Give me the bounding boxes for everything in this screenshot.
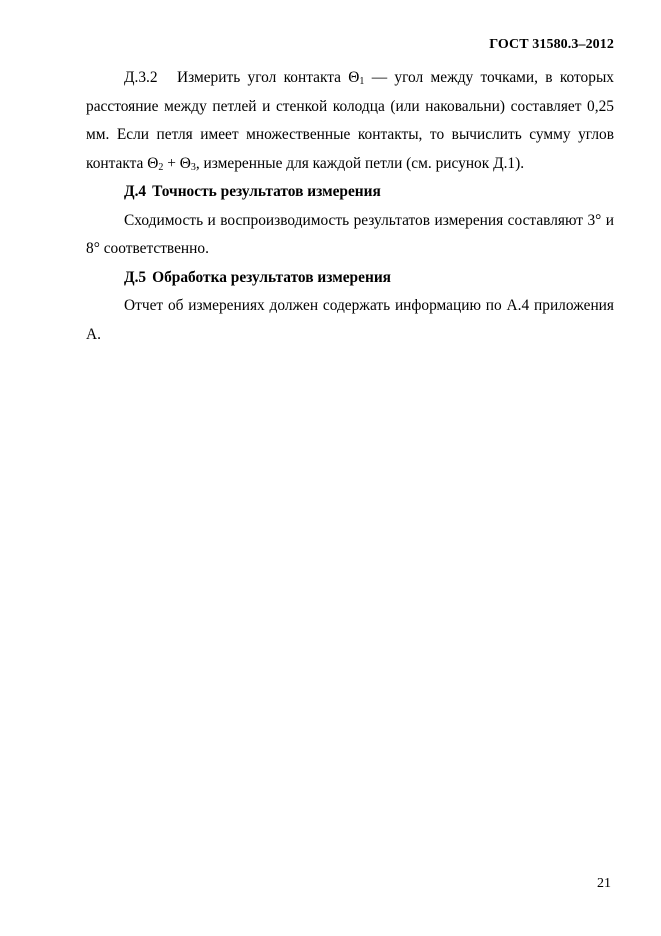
clause-text-part-2: — угол между точками, в которых расстояние между петлей и стенкой колодца (или наковальни) составляет 0,25 мм. Если петля имеет множественные контакты, то вычислить сумму углов контакта Θ: [86, 69, 614, 172]
section-number: Д.4: [124, 183, 147, 200]
section-title: Обработка результатов измерения: [152, 268, 392, 286]
section-number: Д.5: [124, 268, 147, 286]
clause-text-part-3: + Θ: [163, 154, 191, 172]
clause-text-part-4: , измеренные для каждой петли (см. рисунок Д.1).: [195, 154, 525, 172]
paragraph-d-3-2: [86, 64, 614, 178]
theta-subscript-1: 1: [359, 76, 365, 87]
section-heading-d-5: [86, 264, 614, 293]
document-code-header: ГОСТ 31580.3–2012: [489, 37, 614, 52]
theta-subscript-2: 2: [158, 161, 164, 173]
clause-number: Д.3.2: [124, 69, 158, 86]
section-heading-d-4: [86, 178, 614, 207]
paragraph-d-5: Отчет об измерениях должен содержать информацию по А.4 приложения А.: [86, 297, 614, 343]
theta-subscript-3: 3: [190, 161, 196, 173]
page-number: 21: [597, 876, 611, 891]
clause-text-part-1: Измерить угол контакта Θ: [177, 69, 360, 86]
paragraph-d-4: Сходимость и воспроизводимость результатов измерения составляют 3° и 8° соответственно.: [86, 211, 614, 257]
page-body: [86, 64, 614, 349]
section-title: Точность результатов измерения: [152, 183, 381, 200]
